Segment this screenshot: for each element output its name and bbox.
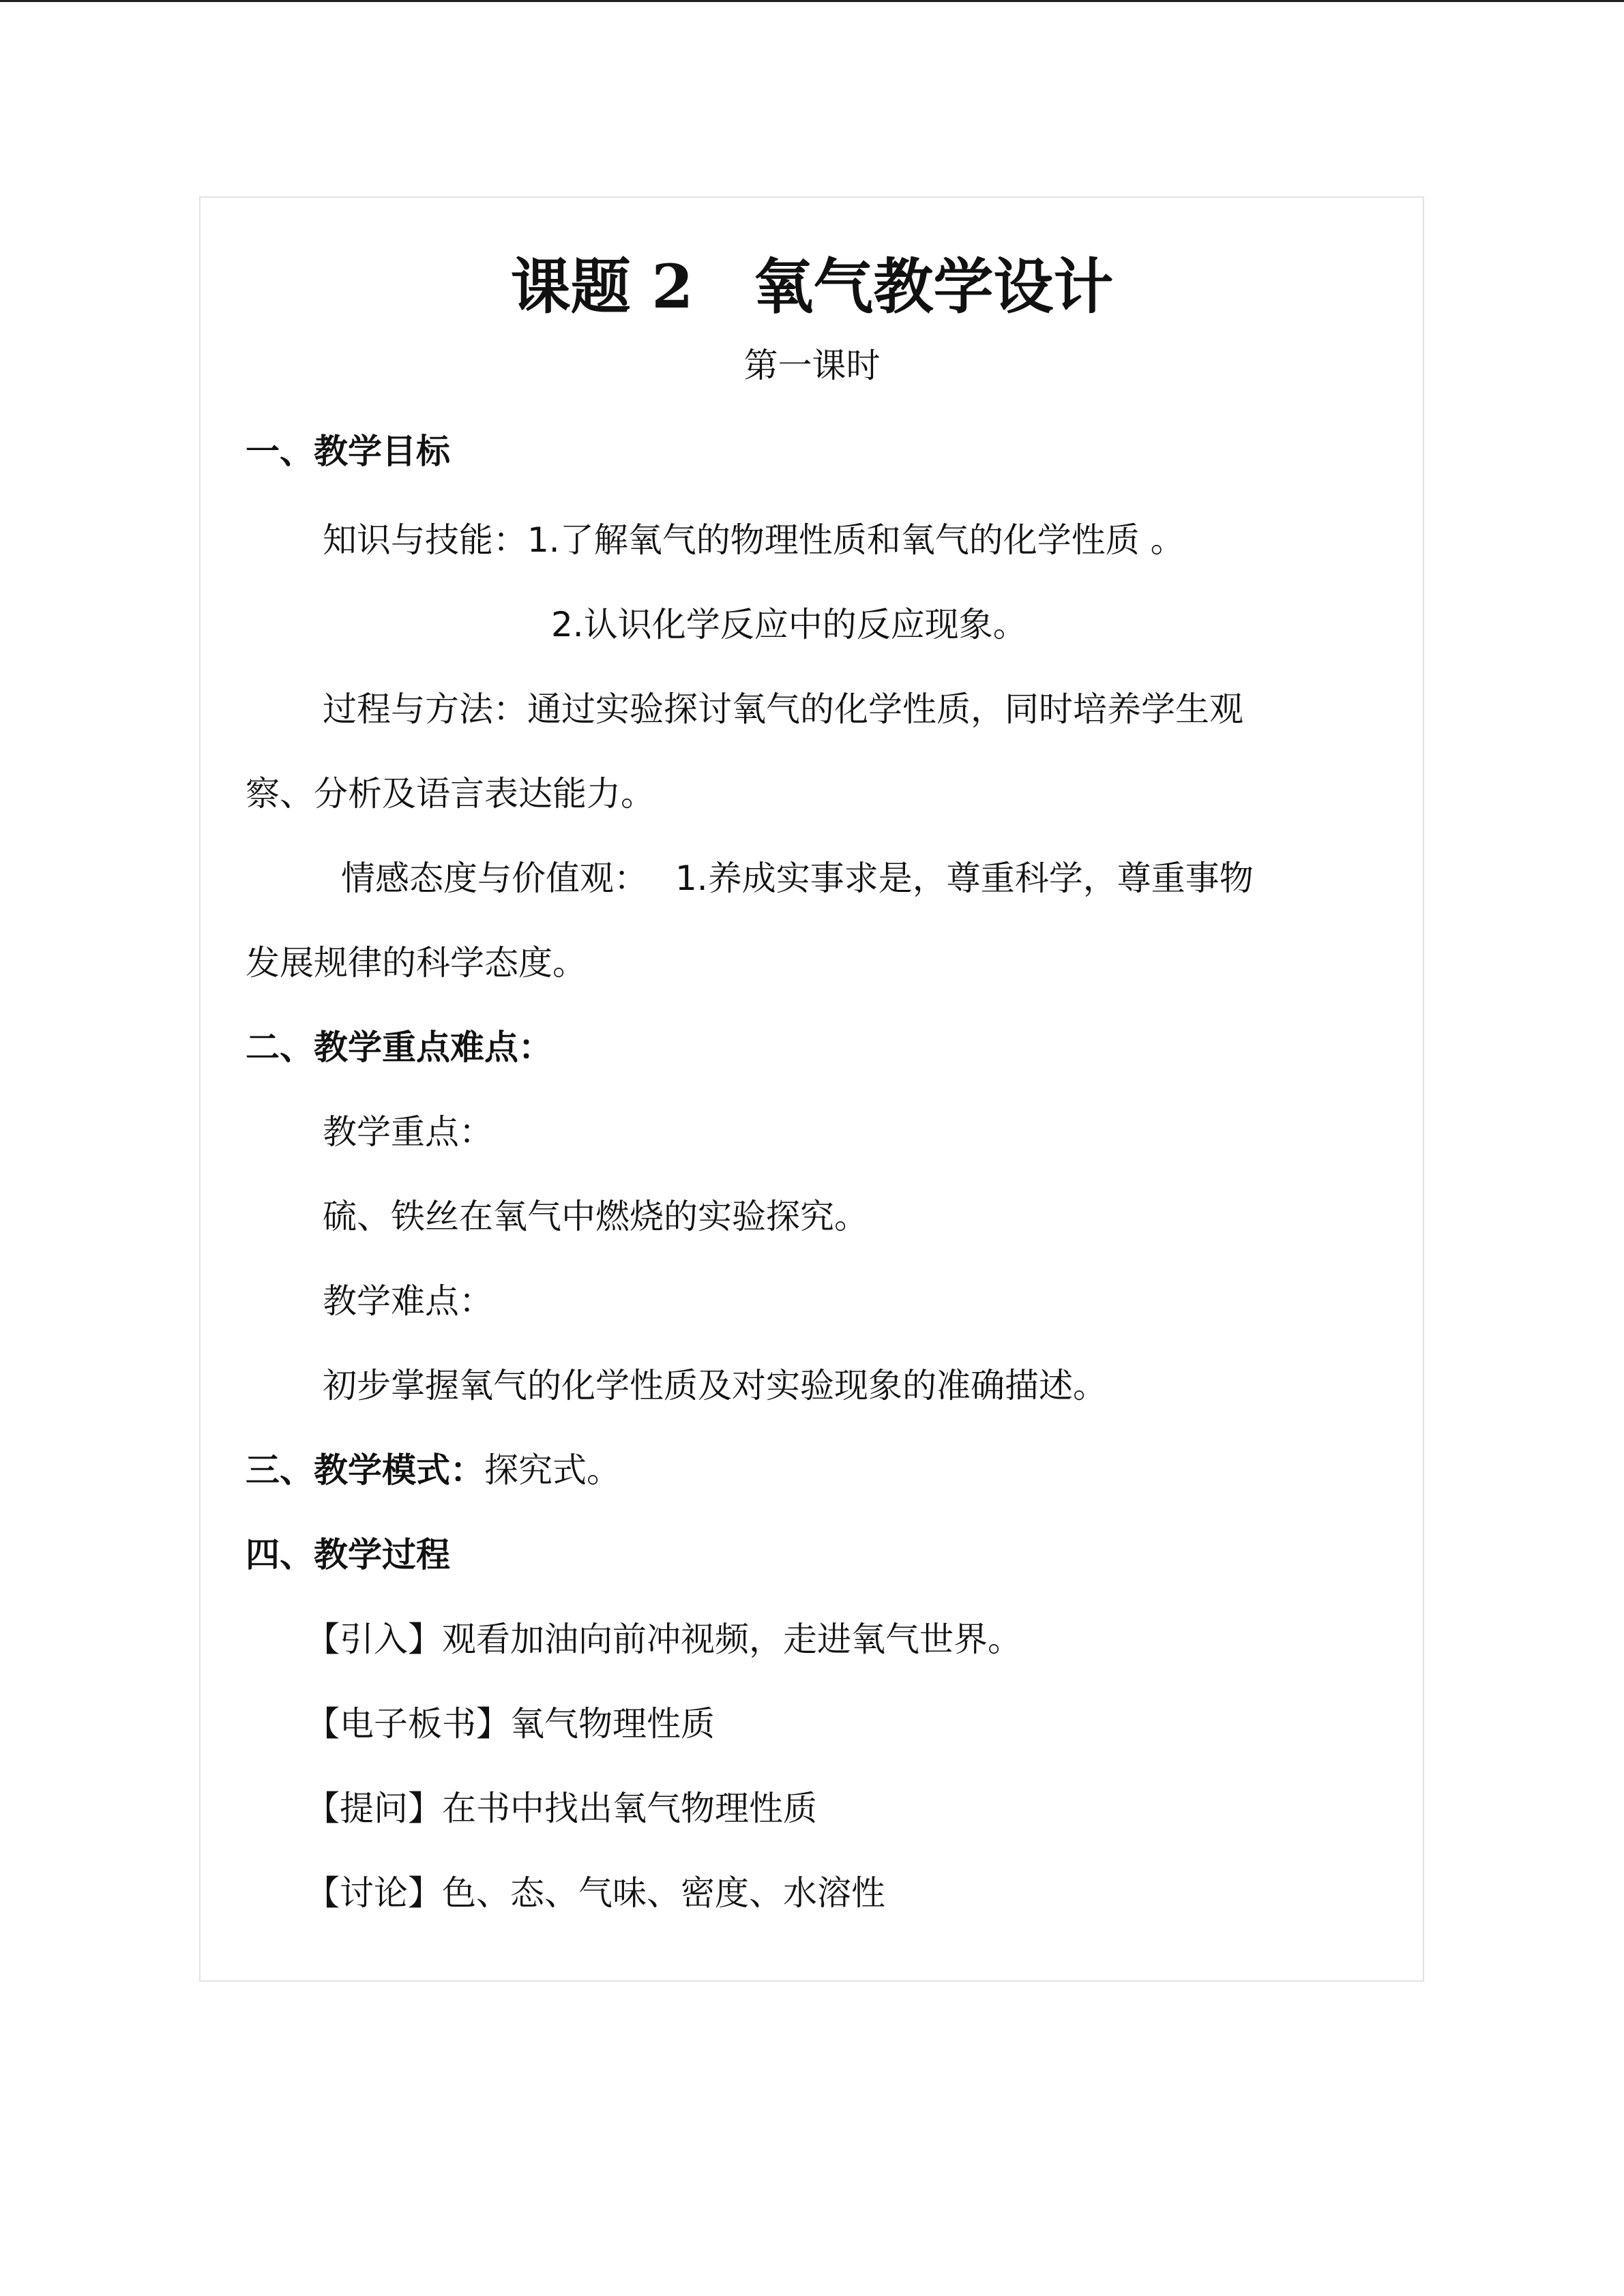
process-step-text: 氧气物理性质 xyxy=(510,1704,715,1744)
knowledge-item-2-text: 认识化学反应中的反应现象。 xyxy=(583,605,1027,644)
process-step xyxy=(306,1702,715,1746)
knowledge-item-2 xyxy=(551,603,1027,646)
knowledge-item-1-text: 了解氧气的物理性质和氧气的化学性质 。 xyxy=(559,520,1185,560)
emotion-values-line-1 xyxy=(341,856,1254,900)
teaching-mode-line xyxy=(246,1448,621,1492)
process-step-text: 色、态、气味、密度、水溶性 xyxy=(442,1873,885,1913)
section-heading-teaching-process: 四、教学过程 xyxy=(246,1534,450,1575)
section-heading-key-difficulties: 二、教学重点难点： xyxy=(246,1027,552,1067)
knowledge-item-2-number: 2. xyxy=(551,605,584,644)
process-method-line-2: 察、分析及语言表达能力。 xyxy=(246,774,655,814)
process-step-tag: 【电子板书】 xyxy=(306,1704,510,1744)
teaching-mode-text: 探究式。 xyxy=(484,1450,621,1490)
process-step xyxy=(306,1787,817,1830)
process-method-line-1: 过程与方法：通过实验探讨氧气的化学性质，同时培养学生观 xyxy=(323,689,1243,729)
knowledge-skills-line xyxy=(323,518,1185,562)
process-step xyxy=(306,1871,885,1915)
process-step-tag: 【讨论】 xyxy=(306,1873,442,1913)
process-step-tag: 【引入】 xyxy=(306,1620,442,1659)
process-step-tag: 【提问】 xyxy=(306,1789,442,1828)
key-points-label: 教学重点： xyxy=(323,1112,493,1152)
emotion-values-label: 情感态度与价值观： xyxy=(341,859,648,898)
process-step-text: 观看加油向前冲视频，走进氧气世界。 xyxy=(442,1620,1022,1659)
emotion-item-number: 1. xyxy=(675,859,708,898)
process-step xyxy=(306,1617,1022,1661)
difficulties-text: 初步掌握氧气的化学性质及对实验现象的准确描述。 xyxy=(323,1366,1107,1405)
section-heading-teaching-mode: 三、教学模式： xyxy=(246,1450,484,1490)
top-border-line xyxy=(0,0,1624,2)
section-heading-objectives: 一、教学目标 xyxy=(246,431,450,471)
process-step-text: 在书中找出氧气物理性质 xyxy=(442,1789,817,1828)
knowledge-skills-label: 知识与技能： xyxy=(323,520,527,560)
emotion-values-line-2: 发展规律的科学态度。 xyxy=(246,943,587,983)
difficulties-label: 教学难点： xyxy=(323,1281,493,1321)
knowledge-item-1-number: 1. xyxy=(527,520,560,560)
key-points-text: 硫、铁丝在氧气中燃烧的实验探究。 xyxy=(323,1197,868,1236)
document-title: 课题 2 氧气教学设计 xyxy=(510,251,1114,322)
document-subtitle: 第一课时 xyxy=(743,346,881,385)
emotion-item-text: 养成实事求是，尊重科学，尊重事物 xyxy=(707,859,1254,898)
